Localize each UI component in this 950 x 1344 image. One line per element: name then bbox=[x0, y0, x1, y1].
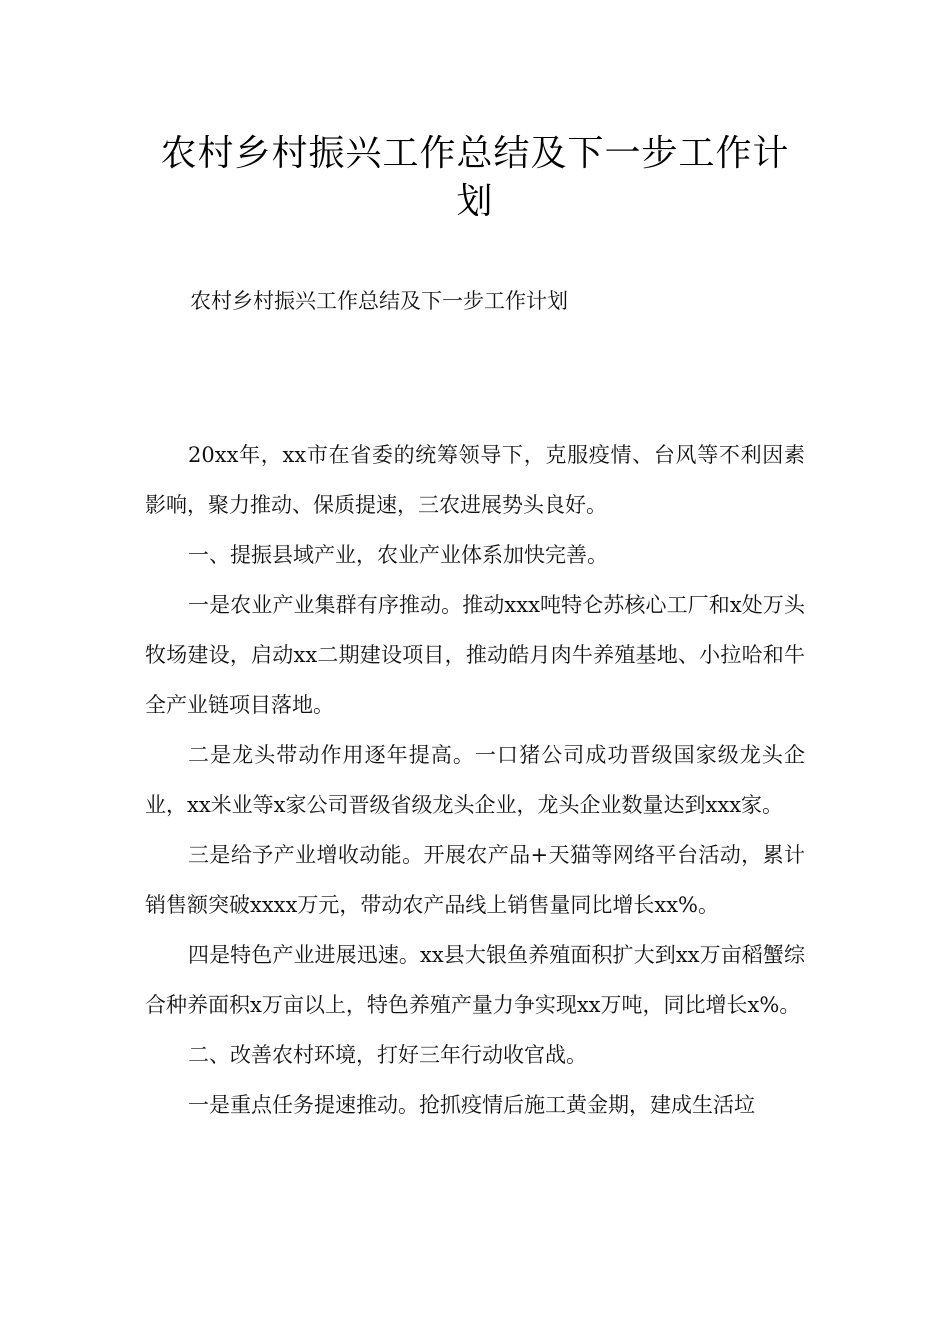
paragraph: 20xx年，xx市在省委的统筹领导下，克服疫情、台风等不利因素影响，聚力推动、保质提速，三农进展势头良好。 bbox=[145, 443, 805, 517]
document-subtitle: 农村乡村振兴工作总结及下一步工作计划 bbox=[190, 289, 568, 313]
paragraph: 一是农业产业集群有序推动。推动xxx吨特仑苏核心工厂和x处万头牧场建设，启动xx二期建设项目，推动皓月肉牛养殖基地、小拉哈和牛全产业链项目落地。 bbox=[145, 593, 805, 717]
paragraph: 一是重点任务提速推动。抢抓疫情后施工黄金期，建成生活垃 bbox=[188, 1093, 755, 1117]
paragraph: 二、改善农村环境，打好三年行动收官战。 bbox=[188, 1043, 587, 1067]
paragraph: 四是特色产业进展迅速。xx县大银鱼养殖面积扩大到xx万亩稻蟹综合种养面积x万亩以上，特色养殖产量力争实现xx万吨，同比增长x%。 bbox=[145, 943, 805, 1017]
paragraph: 三是给予产业增收动能。开展农产品+天猫等网络平台活动，累计销售额突破xxxx万元，带动农产品线上销售量同比增长xx%。 bbox=[145, 843, 805, 917]
document-body bbox=[145, 430, 805, 1130]
paragraph: 一、提振县域产业，农业产业体系加快完善。 bbox=[188, 543, 608, 567]
document-title: 农村乡村振兴工作总结及下一步工作计划 bbox=[160, 133, 790, 222]
paragraph: 二是龙头带动作用逐年提高。一口猪公司成功晋级国家级龙头企业，xx米业等x家公司晋级省级龙头企业，龙头企业数量达到xxx家。 bbox=[145, 743, 805, 817]
